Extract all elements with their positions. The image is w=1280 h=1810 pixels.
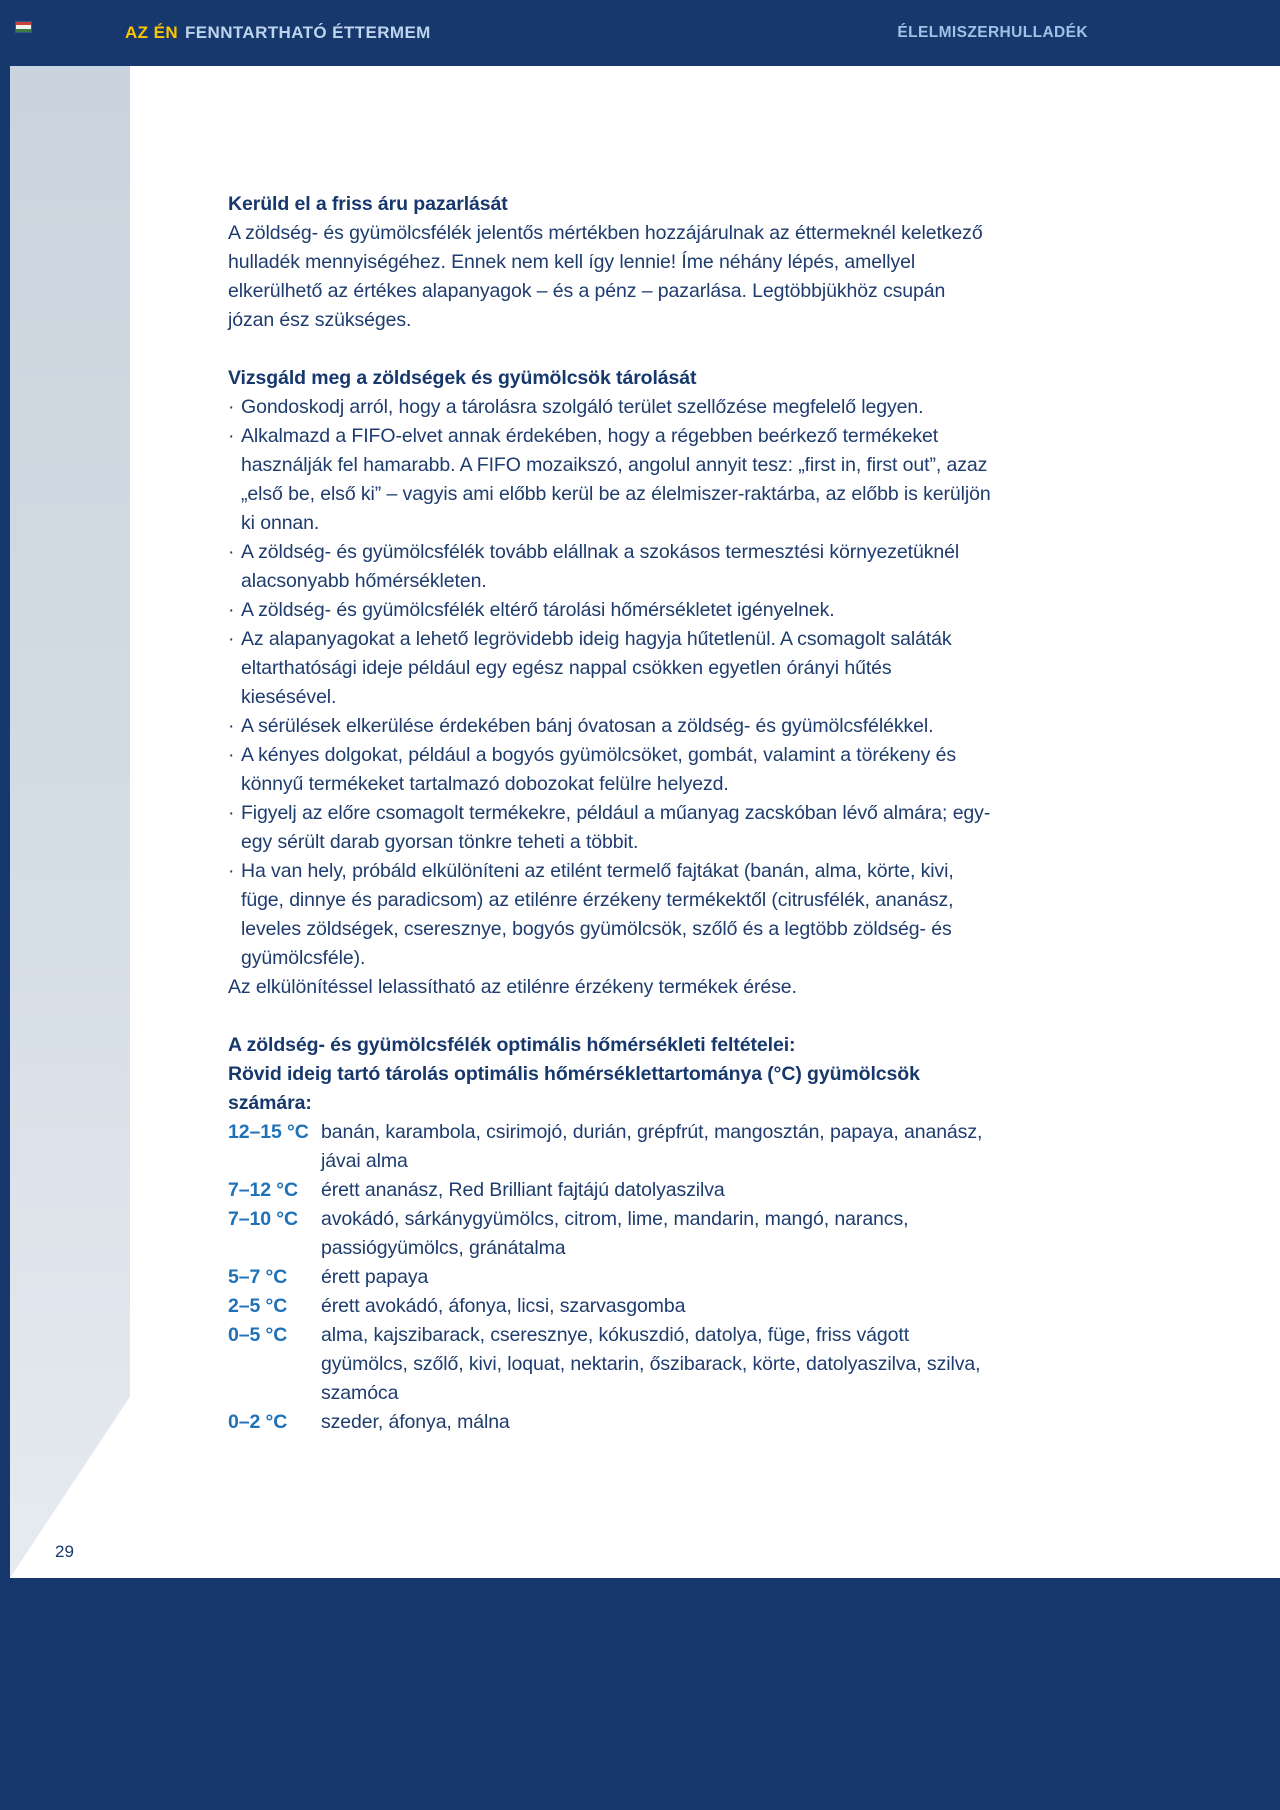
temperature-range: 12–15 °C	[228, 1121, 309, 1143]
temperature-table	[228, 1118, 991, 1437]
temperature-range: 2–5 °C	[228, 1295, 288, 1317]
section-storage	[228, 364, 991, 1002]
temperature-range: 0–5 °C	[228, 1324, 288, 1346]
temperature-fruits: banán, karambola, csirimojó, durián, grépfrút, mangosztán, papaya, ananász, jávai alma	[321, 1121, 983, 1172]
bullet-item: · A kényes dolgokat, például a bogyós gyümölcsöket, gombát, valamint a törékeny és könnyű termékeket tartalmazó dobozokat felülre helyezd.	[228, 741, 991, 799]
chapter-label: ÉLELMISZERHULLADÉK	[897, 24, 1088, 41]
temperature-range: 5–7 °C	[228, 1266, 288, 1288]
section-temperature	[228, 1031, 991, 1437]
bullet-item: · Ha van hely, próbáld elkülöníteni az etilént termelő fajtákat (banán, alma, körte, kivi, füge, dinnye és paradicsom) az etilénre érzékeny termékektől (citrusfélék, ananász, leveles zöldségek, cseresznye, bogyós gyümölcsök, szőlő és a legtöbb zöldség- és gyümölcsféle).	[228, 857, 991, 973]
hungarian-flag-icon	[16, 22, 31, 32]
temperature-fruits: érett papaya	[321, 1266, 429, 1288]
bullet-item: · Alkalmazd a FIFO-elvet annak érdekében, hogy a régebben beérkező termékeket használják fel hamarabb. A FIFO mozaikszó, angolul annyit tesz: „first in, first out”, azaz „első be, első ki” – vagyis ami előbb kerül be az élelmiszer-raktárba, az előbb is kerüljön ki onnan.	[228, 422, 991, 538]
temperature-row	[228, 1263, 991, 1292]
bullet-item: · Az alapanyagokat a lehető legrövidebb ideig hagyja hűtetlenül. A csomagolt saláták eltarthatósági ideje például egy egész nappal csökken egyetlen órányi hűtés kiesésével.	[228, 625, 991, 712]
temperature-row	[228, 1205, 991, 1263]
temperature-heading-2: Rövid ideig tartó tárolás optimális hőmérséklettartománya (°C) gyümölcsök számára:	[228, 1063, 920, 1114]
document-title-accent: AZ ÉN	[125, 23, 178, 42]
bullet-item: · A zöldség- és gyümölcsfélék eltérő tárolási hőmérsékletet igényelnek.	[228, 596, 991, 625]
flag-stripe-green	[16, 29, 31, 32]
temperature-fruits: alma, kajszibarack, cseresznye, kókuszdió, datolya, füge, friss vágott gyümölcs, szőlő, kivi, loquat, nektarin, őszibarack, körte, datolyaszilva, szilva, szamóca	[321, 1324, 981, 1404]
bullet-item: · Figyelj az előre csomagolt termékekre, például a műanyag zacskóban lévő almára; egy-egy sérült darab gyorsan tönkre teheti a többit.	[228, 799, 991, 857]
temperature-row	[228, 1176, 991, 1205]
section-heading-storage: Vizsgáld meg a zöldségek és gyümölcsök tárolását	[228, 367, 697, 389]
temperature-fruits: avokádó, sárkánygyümölcs, citrom, lime, mandarin, mangó, narancs, passiógyümölcs, gránátalma	[321, 1208, 909, 1259]
temperature-range: 7–12 °C	[228, 1179, 298, 1201]
temperature-row	[228, 1408, 991, 1437]
page-number: 29	[55, 1542, 74, 1561]
document-title	[125, 23, 431, 43]
temperature-row	[228, 1118, 991, 1176]
temperature-heading-1: A zöldség- és gyümölcsfélék optimális hőmérsékleti feltételei:	[228, 1034, 796, 1056]
main-content	[228, 190, 991, 1437]
section-paragraph-avoid-waste: A zöldség- és gyümölcsfélék jelentős mértékben hozzájárulnak az éttermeknél keletkező hulladék mennyiségéhez. Ennek nem kell így lennie! Íme néhány lépés, amellyel elkerülhető az értékes alapanyagok – és a pénz – pazarlása. Legtöbbjükhöz csupán józan ész szükséges.	[228, 222, 983, 331]
bullet-item: · Gondoskodj arról, hogy a tárolásra szolgáló terület szellőzése megfelelő legyen.	[228, 393, 991, 422]
left-edge-bar	[0, 0, 10, 1810]
temperature-fruits: szeder, áfonya, málna	[321, 1411, 510, 1433]
storage-bullet-list	[228, 393, 991, 973]
section-avoid-waste	[228, 190, 991, 335]
page-footer	[0, 1578, 1280, 1810]
document-title-rest: FENNTARTHATÓ ÉTTERMEM	[185, 23, 431, 42]
storage-closing-note: Az elkülönítéssel lelassítható az etilénre érzékeny termékek érése.	[228, 976, 797, 998]
temperature-fruits: érett avokádó, áfonya, licsi, szarvasgomba	[321, 1295, 686, 1317]
section-heading-avoid-waste: Kerüld el a friss áru pazarlását	[228, 193, 508, 215]
bullet-item: · A sérülések elkerülése érdekében bánj óvatosan a zöldség- és gyümölcsfélékkel.	[228, 712, 991, 741]
temperature-range: 7–10 °C	[228, 1208, 298, 1230]
bullet-item: · A zöldség- és gyümölcsfélék tovább elállnak a szokásos termesztési környezetüknél alacsonyabb hőmérsékleten.	[228, 538, 991, 596]
sidebar-decoration	[10, 66, 130, 1578]
temperature-range: 0–2 °C	[228, 1411, 288, 1433]
page-header	[0, 0, 1280, 66]
temperature-fruits: érett ananász, Red Brilliant fajtájú datolyaszilva	[321, 1179, 725, 1201]
temperature-row	[228, 1292, 991, 1321]
temperature-row	[228, 1321, 991, 1408]
